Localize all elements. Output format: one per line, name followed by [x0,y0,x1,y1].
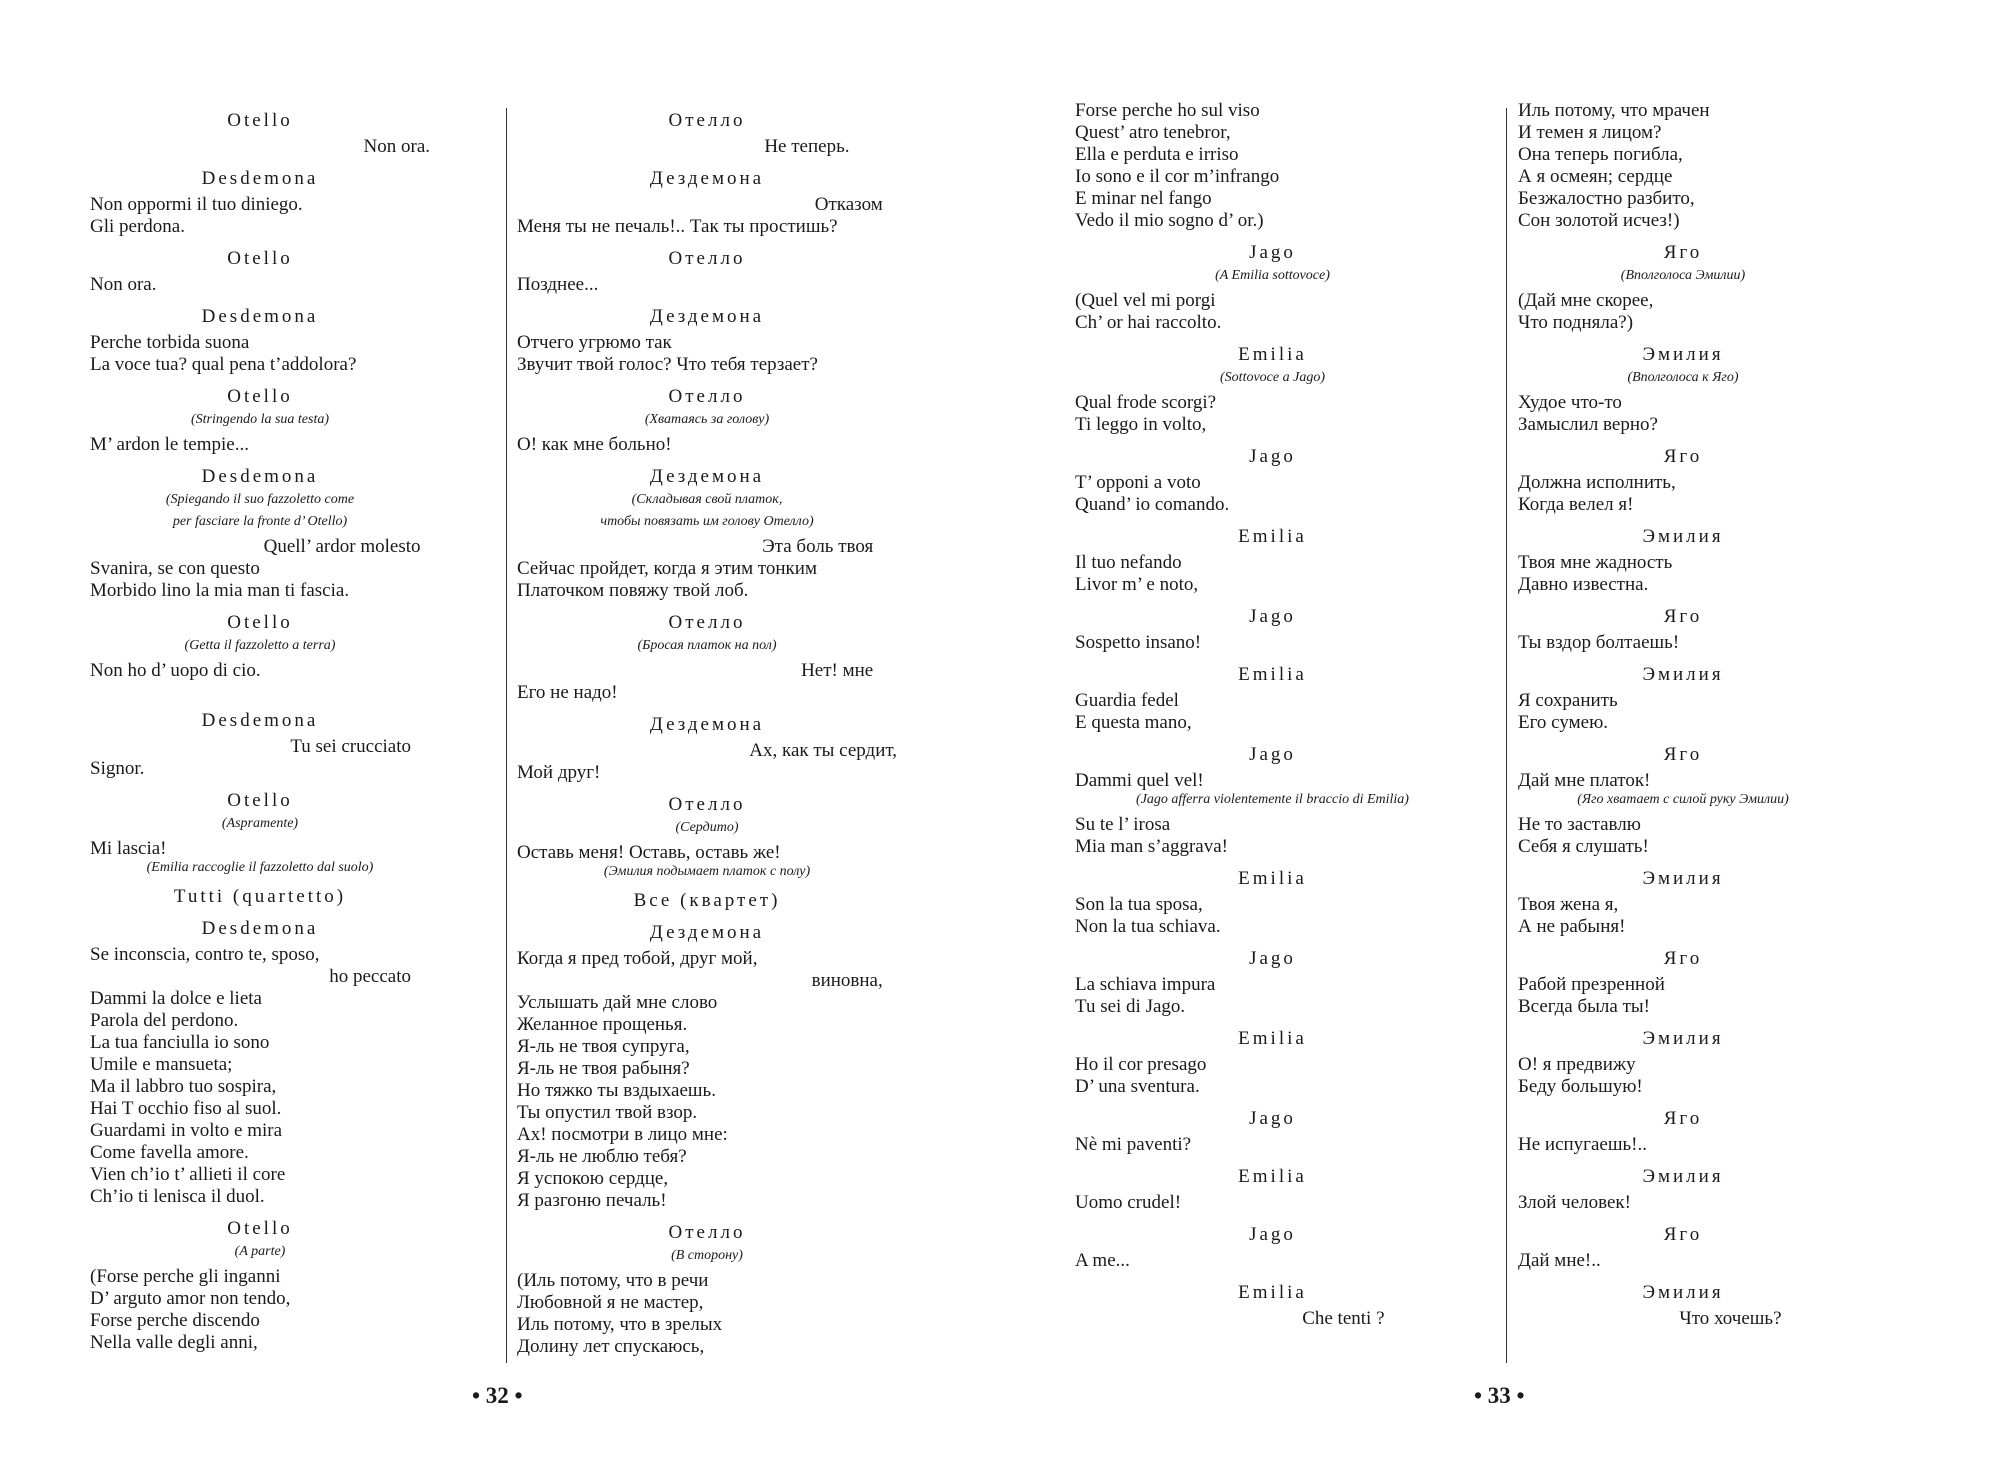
verse-line: Livor m’ e noto, [1075,574,1199,595]
verse-line: Su te l’ irosa [1075,814,1171,835]
verse-line: T’ opponi a voto [1075,472,1201,493]
verse-line: А не рабыня! [1518,916,1626,937]
stage-direction: (Вполголоса Эмилии) [1620,268,1746,283]
verse-line: Non oppormi il tuo diniego. [90,194,303,215]
verse-line: Замыслил верно? [1518,414,1658,435]
speaker-name: Эмилия [1642,344,1724,365]
verse-line: Меня ты не печаль!.. Так ты простишь? [517,216,838,237]
verse-line: Mi lascia! [90,838,167,859]
speaker-name: Эмилия [1642,1282,1724,1303]
speaker-name: Jago [1249,948,1296,969]
stage-direction: (Emilia raccoglie il fazzoletto dal suolo) [146,860,374,875]
speaker-name: Отелло [668,612,746,633]
verse-line: E minar nel fango [1075,188,1212,209]
speaker-name: Tutti (quartetto) [173,886,347,907]
speaker-name: Яго [1663,242,1703,263]
verse-line: Sospetto insano! [1075,632,1202,653]
column-right-page-italian [1075,100,1470,1330]
speaker-name: Яго [1663,1224,1703,1245]
verse-line: Ты опустил твой взор. [517,1102,698,1123]
verse-line: Svanira, se con questo [90,558,260,579]
verse-line: Quell’ ardor molesto [263,536,430,557]
verse-line: Non ora. [363,136,430,157]
speaker-name: Jago [1249,744,1296,765]
stage-direction: (Aspramentе) [221,816,299,831]
stage-direction: (Яго хватает с силой руку Эмилии) [1577,792,1789,807]
verse-line: Tu sei di Jago. [1075,996,1186,1017]
verse-line: Дай мне платок! [1518,770,1651,791]
column-right-page-russian [1518,100,1848,1330]
verse-line: Беду большую! [1518,1076,1643,1097]
verse-line: Perche torbida suona [90,332,250,353]
speaker-name: Эмилия [1642,526,1724,547]
speaker-name: Дездемона [649,466,765,487]
verse-line: Иль потому, что в зрелых [517,1314,723,1335]
verse-line: Твоя мне жадность [1518,552,1673,573]
stage-direction: (Сердито) [675,820,739,835]
speaker-name: Emilia [1238,344,1307,365]
verse-line: Желанное прощенья. [517,1014,688,1035]
speaker-name: Desdemona [201,306,319,327]
verse-line: Ах! посмотри в лицо мне: [517,1124,728,1145]
verse-line: Но тяжко ты вздыхаешь. [517,1080,716,1101]
verse-line: Эта боль твоя [762,536,897,557]
verse-line: Худое что-то [1518,392,1622,413]
verse-line: Gli perdona. [90,216,185,237]
stage-direction: (Хватаясь за голову) [644,412,770,427]
verse-line: D’ arguto amor non tendo, [90,1288,291,1309]
stage-direction: (A parte) [234,1244,286,1259]
stage-direction: (Jago afferra violentemente il braccio di Emilia) [1136,792,1409,807]
verse-line: Я-ль не люблю тебя? [517,1146,687,1167]
verse-line: D’ una sventura. [1075,1076,1200,1097]
verse-line: Злой человек! [1518,1192,1631,1213]
speaker-name: Дездемона [649,922,765,943]
verse-line: Сон золотой исчез!) [1518,210,1680,231]
verse-line: La schiava impura [1075,974,1216,995]
verse-line: Что хочешь? [1679,1308,1848,1329]
verse-line: Его не надо! [517,682,618,703]
speaker-name: Emilia [1238,664,1307,685]
verse-line: О! я предвижу [1518,1054,1636,1075]
verse-line: Себя я слушать! [1518,836,1649,857]
speaker-name: Все (квартет) [633,890,781,911]
speaker-name: Desdemona [201,710,319,731]
verse-line: Ch’ or hai raccolto. [1075,312,1222,333]
verse-line: Любовной я не мастер, [517,1292,704,1313]
verse-line: Non la tua schiava. [1075,916,1221,937]
verse-line: E questa mano, [1075,712,1192,733]
verse-line: Ты вздор болтаешь! [1518,632,1680,653]
speaker-name: Яго [1663,606,1703,627]
verse-line: Ma il labbro tuo sospira, [90,1076,277,1097]
verse-line: А я осмеян; сердце [1518,166,1673,187]
verse-line: (Дай мне скорее, [1518,290,1654,311]
speaker-name: Отелло [668,1222,746,1243]
stage-direction: (Sottovoce a Jago) [1220,370,1325,385]
verse-line: Dammi la dolce e lieta [90,988,262,1009]
stage-direction: per fasciare la fronte d’ Otello) [172,514,348,529]
speaker-name: Emilia [1238,868,1307,889]
verse-line: Quand’ io comando. [1075,494,1230,515]
verse-line: La voce tua? qual pena t’addolora? [90,354,357,375]
speaker-name: Яго [1663,948,1703,969]
stage-direction: (A Emilia sottovoce) [1215,268,1330,283]
speaker-name: Jago [1249,446,1296,467]
verse-line: Давно известна. [1518,574,1649,595]
stage-direction: (Вполголоса к Яго) [1627,370,1739,385]
verse-line: A me... [1075,1250,1130,1271]
speaker-name: Эмилия [1642,664,1724,685]
speaker-name: Яго [1663,744,1703,765]
verse-line: Vien ch’io t’ allieti il core [90,1164,286,1185]
speaker-name: Desdemona [201,168,319,189]
verse-line: Io sono e il cor m’infrango [1075,166,1280,187]
spacer [90,682,430,700]
stage-direction: (Spiegando il suo fazzoletto come [165,492,355,507]
verse-line: Всегда была ты! [1518,996,1650,1017]
speaker-name: Jago [1249,1108,1296,1129]
verse-line: Должна исполнить, [1518,472,1676,493]
speaker-name: Otello [227,790,293,811]
verse-line: Tu sei crucciato [290,736,430,757]
speaker-name: Emilia [1238,1282,1307,1303]
verse-line: M’ ardon le tempie... [90,434,249,455]
column-left-page-italian [90,100,430,1354]
speaker-name: Desdemona [201,466,319,487]
column-left-page-russian [517,100,897,1358]
speaker-name: Яго [1663,1108,1703,1129]
verse-line: (Quel vel mi porgi [1075,290,1216,311]
verse-line: Ti leggo in volto, [1075,414,1207,435]
verse-line: Рабой презренной [1518,974,1665,995]
verse-line: Безжалостно разбито, [1518,188,1695,209]
column-divider-left-page [506,108,507,1363]
column-divider-right-page [1506,108,1507,1363]
verse-line: Nella valle degli anni, [90,1332,258,1353]
verse-line: Нет! мне [801,660,897,681]
speaker-name: Jago [1249,606,1296,627]
verse-line: Платочком повяжу твой лоб. [517,580,749,601]
speaker-name: Emilia [1238,1166,1307,1187]
speaker-name: Отелло [668,110,746,131]
verse-line: Qual frode scorgi? [1075,392,1217,413]
verse-line: Signor. [90,758,145,779]
verse-line: ho peccato [329,966,430,987]
verse-line: Я-ль не твоя рабыня? [517,1058,690,1079]
stage-direction: (Эмилия подымает платок с полу) [603,864,811,879]
verse-line: Когда велел я! [1518,494,1634,515]
speaker-name: Отелло [668,386,746,407]
verse-line: Она теперь погибла, [1518,144,1683,165]
stage-direction: (В сторону) [671,1248,743,1263]
verse-line: И темен я лицом? [1518,122,1662,143]
verse-line: Vedo il mio sogno d’ or.) [1075,210,1264,231]
verse-line: Quest’ atro tenebror, [1075,122,1231,143]
verse-line: Оставь меня! Оставь, оставь же! [517,842,781,863]
verse-line: Ho il cor presago [1075,1054,1207,1075]
verse-line: Ch’io ti lenisca il duol. [90,1186,265,1207]
verse-line: Parola del perdono. [90,1010,239,1031]
verse-line: Mia man s’aggrava! [1075,836,1228,857]
stage-direction: (Stringendo la sua testa) [190,412,330,427]
stage-direction: (Складывая свой платок, [631,492,783,507]
verse-line: Ах, как ты сердит, [749,740,897,761]
verse-line: Hai T occhio fiso al suol. [90,1098,282,1119]
verse-line: Я сохранить [1518,690,1618,711]
speaker-name: Otello [227,386,293,407]
verse-line: Отчего угрюмо так [517,332,672,353]
verse-line: Umile e mansueta; [90,1054,233,1075]
verse-line: Forse perche discendo [90,1310,260,1331]
verse-line: Non ho d’ uopo di cio. [90,660,261,681]
verse-line: Мой друг! [517,762,601,783]
verse-line: виновна, [811,970,897,991]
verse-line: Я разгоню печаль! [517,1190,667,1211]
verse-line: Morbido lino la mia man ti fascia. [90,580,350,601]
speaker-name: Jago [1249,242,1296,263]
page-number-left: • 32 • [472,1383,523,1408]
verse-line: Не то заставлю [1518,814,1641,835]
stage-direction: чтобы повязать им голову Отелло) [600,514,814,529]
verse-line: (Иль потому, что в речи [517,1270,709,1291]
verse-line: Сейчас пройдет, когда я этим тонким [517,558,817,579]
verse-line: Когда я пред тобой, друг мой, [517,948,758,969]
verse-line: Non ora. [90,274,157,295]
verse-line: Его сумею. [1518,712,1609,733]
verse-line: Я успокою сердце, [517,1168,669,1189]
verse-line: Не испугаешь!.. [1518,1134,1647,1155]
speaker-name: Desdemona [201,918,319,939]
verse-line: Che tenti ? [1302,1308,1470,1329]
speaker-name: Otello [227,1218,293,1239]
verse-line: Guardami in volto e mira [90,1120,283,1141]
speaker-name: Otello [227,110,293,131]
speaker-name: Яго [1663,446,1703,467]
verse-line: О! как мне больно! [517,434,672,455]
speaker-name: Эмилия [1642,1166,1724,1187]
speaker-name: Otello [227,248,293,269]
speaker-name: Отелло [668,794,746,815]
speaker-name: Эмилия [1642,868,1724,889]
verse-line: Дай мне!.. [1518,1250,1601,1271]
verse-line: Не теперь. [764,136,897,157]
verse-line: Dammi quel vel! [1075,770,1204,791]
verse-line: (Forse perche gli inganni [90,1266,281,1287]
speaker-name: Otello [227,612,293,633]
verse-line: Nè mi paventi? [1075,1134,1192,1155]
verse-line: Звучит твой голос? Что тебя терзает? [517,354,818,375]
verse-line: Guardia fedel [1075,690,1179,711]
stage-direction: (Бросая платок на пол) [637,638,777,653]
verse-line: Услышать дай мне слово [517,992,718,1013]
speaker-name: Jago [1249,1224,1296,1245]
speaker-name: Дездемона [649,168,765,189]
speaker-name: Эмилия [1642,1028,1724,1049]
speaker-name: Отелло [668,248,746,269]
verse-line: La tua fanciulla io sono [90,1032,270,1053]
verse-line: Son la tua sposa, [1075,894,1203,915]
verse-line: Ella e perduta e irriso [1075,144,1239,165]
verse-line: Долину лет спускаюсь, [517,1336,705,1357]
verse-line: Я-ль не твоя супруга, [517,1036,690,1057]
verse-line: Иль потому, что мрачен [1518,100,1710,121]
verse-line: Отказом [814,194,897,215]
speaker-name: Emilia [1238,1028,1307,1049]
verse-line: Что подняла?) [1518,312,1634,333]
page-number-right: • 33 • [1474,1383,1525,1408]
verse-line: Позднее... [517,274,599,295]
verse-line: Твоя жена я, [1518,894,1619,915]
verse-line: Uomo crudel! [1075,1192,1182,1213]
stage-direction: (Getta il fazzoletto a terra) [184,638,336,653]
speaker-name: Дездемона [649,714,765,735]
verse-line: Come favella amore. [90,1142,249,1163]
verse-line: Forse perche ho sul viso [1075,100,1260,121]
speaker-name: Emilia [1238,526,1307,547]
verse-line: Il tuo nefando [1075,552,1182,573]
speaker-name: Дездемона [649,306,765,327]
verse-line: Se inconscia, contro te, sposo, [90,944,320,965]
